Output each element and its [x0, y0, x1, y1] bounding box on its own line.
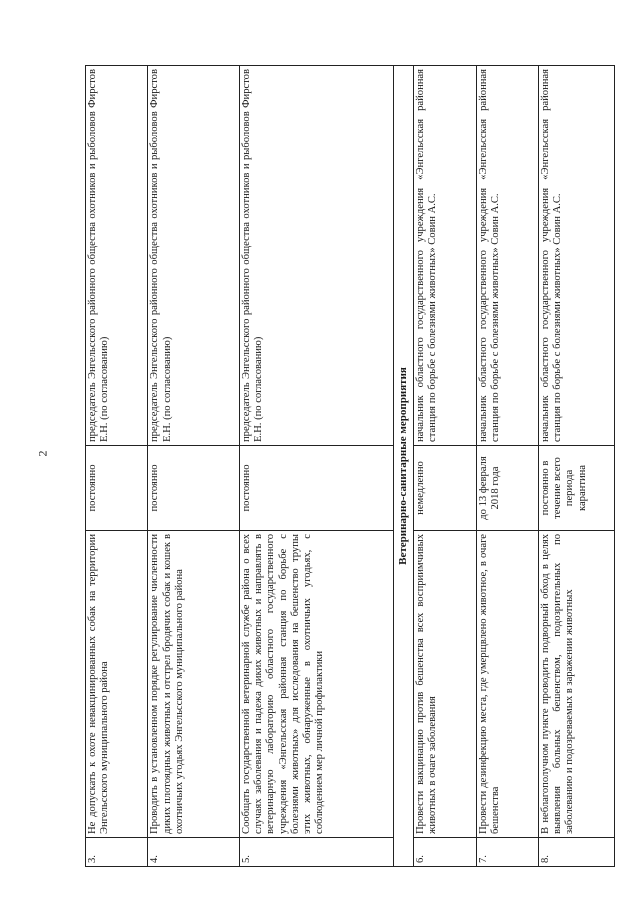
row-term: постоянно в течение всего периода карантина: [539, 446, 615, 531]
section-title: Ветеринарно-санитарные мероприятия: [393, 66, 413, 867]
row-action: Провести дезинфекцию места, где умерщвлено животное, в очаге бешенства: [476, 531, 538, 838]
row-number: 6.: [414, 838, 476, 867]
row-action: В неблагополучном пункте проводить подворный обход в целях выявления больных бешенством, подозрительных по заболеванию и подозреваемых в заражении животных: [539, 531, 615, 838]
row-term: немедленно: [414, 446, 476, 531]
row-number: 4.: [148, 838, 240, 867]
row-term: до 13 февраля 2018 года: [476, 446, 538, 531]
row-number: 8.: [539, 838, 615, 867]
row-responsible: председатель Энгельсского районного общества охотников и рыболовов Фирстов Е.Н. (по согласованию): [148, 66, 240, 446]
table-row: [539, 66, 615, 867]
measures-table: [85, 65, 615, 867]
row-action: Провести вакцинацию против бешенства всех восприимчивых животных в очаге заболевания: [414, 531, 476, 838]
table-row: [414, 66, 476, 867]
row-number: 7.: [476, 838, 538, 867]
row-term: постоянно: [86, 446, 148, 531]
page-number: 2: [35, 450, 50, 457]
row-action: Проводить в установленном порядке регулирование численности диких плотоядных животных и отстрел бродячих собак и кошек в охотничьих угодьях Энгельсского муниципального района: [148, 531, 240, 838]
table-row: [148, 66, 240, 867]
row-term: постоянно: [148, 446, 240, 531]
table-row: [86, 66, 148, 867]
row-action: Сообщать государственной ветеринарной службе района о всех случаях заболевания и падежа диких животных и направлять в ветеринарную лабораторию областного государственного учреждения «Энгельсская районная станция по борьбе с болезнями животных» для исследования на бешенство трупы этих животных, обнаруженные в охотничьих угодьях, с соблюдением мер личной профилактики: [239, 531, 393, 838]
row-responsible: начальник областного государственного учреждения «Энгельсская районная станция по борьбе с болезнями животных» Совин А.С.: [414, 66, 476, 446]
rotated-table-wrapper: [85, 65, 615, 867]
row-term: постоянно: [239, 446, 393, 531]
table-row: [476, 66, 538, 867]
row-responsible: председатель Энгельсского районного общества охотников и рыболовов Фирстов Е.Н. (по согласованию): [239, 66, 393, 446]
row-responsible: председатель Энгельсского районного общества охотников и рыболовов Фирстов Е.Н. (по согласованию): [86, 66, 148, 446]
row-action: Не допускать к охоте невакцинированных собак на территории Энгельсского муниципального района: [86, 531, 148, 838]
row-responsible: начальник областного государственного учреждения «Энгельсская районная станция по борьбе с болезнями животных» Совин А.С.: [539, 66, 615, 446]
row-responsible: начальник областного государственного учреждения «Энгельсская районная станция по борьбе с болезнями животных» Совин А.С.: [476, 66, 538, 446]
table-row: [239, 66, 393, 867]
row-number: 3.: [86, 838, 148, 867]
row-number: 5.: [239, 838, 393, 867]
section-header-row: [393, 66, 413, 867]
